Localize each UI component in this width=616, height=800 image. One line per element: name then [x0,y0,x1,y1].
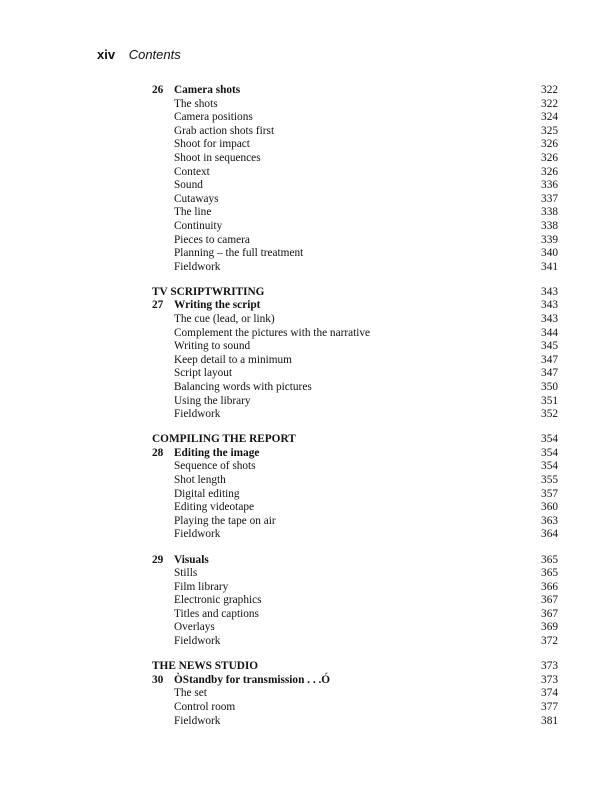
toc-page-number: 354 [541,446,558,459]
toc-title: Pieces to camera [174,233,250,246]
toc-title: Grab action shots first [174,124,275,137]
toc-part-heading [152,433,558,447]
toc-page-number: 354 [541,460,558,473]
toc-entry [152,528,558,542]
toc-entry [152,220,558,234]
toc-page-number: 338 [541,206,558,219]
toc-entry [152,98,558,112]
toc-entry [152,179,558,193]
toc-entry [152,501,558,515]
toc-page-number: 326 [541,151,558,164]
toc-title: Stills [174,567,198,580]
toc-page-number: 347 [541,353,558,366]
toc-title: Fieldwork [174,714,221,727]
toc-title: Balancing words with pictures [174,380,312,393]
toc-page-number: 369 [541,621,558,634]
chapter-number: 28 [152,446,164,459]
toc-entry [152,261,558,275]
toc-page-number: 360 [541,501,558,514]
toc-chapter [152,84,558,98]
toc-chapter [152,674,558,688]
toc-page-number: 341 [541,260,558,273]
chapter-number: 26 [152,84,164,96]
toc-page-number: 374 [541,687,558,700]
toc-entry [152,474,558,488]
toc-entry [152,515,558,529]
toc-page-number: 363 [541,514,558,527]
toc-entry [152,701,558,715]
toc-page-number: 340 [541,247,558,260]
toc-page-number: 344 [541,326,558,339]
toc-title: Fieldwork [174,635,221,648]
toc-page-number: 381 [541,714,558,727]
toc-title: Planning – the full treatment [174,247,304,260]
toc-part-heading [152,660,558,674]
toc-title: Shoot for impact [174,138,250,151]
section-gap [152,274,558,286]
toc-entry [152,125,558,139]
toc-title: The line [174,206,212,219]
toc-page-number: 338 [541,219,558,232]
toc-title: Context [174,165,210,178]
toc-page-number: 336 [541,179,558,192]
toc-page-number: 343 [541,285,558,298]
toc-title: Sound [174,179,203,192]
toc-page-number: 347 [541,367,558,380]
toc-entry [152,594,558,608]
section-gap [152,542,558,554]
toc-chapter [152,554,558,568]
toc-entry [152,367,558,381]
toc-entry [152,621,558,635]
toc-page-number: 326 [541,138,558,151]
toc-entry [152,715,558,729]
toc-entry [152,395,558,409]
toc-entry [152,111,558,125]
toc-entry [152,138,558,152]
toc-page-number: 337 [541,192,558,205]
toc-title: Titles and captions [174,607,259,620]
toc-entry [152,581,558,595]
toc-page-number: 377 [541,700,558,713]
toc-title: Control room [174,700,236,713]
toc-title: Using the library [174,394,251,407]
toc-page-number: 325 [541,124,558,137]
toc-title: Editing videotape [174,501,254,514]
toc-entry [152,687,558,701]
toc-title: Fieldwork [174,408,221,421]
toc-page-number: 364 [541,528,558,541]
toc-page-number: 345 [541,340,558,353]
toc-title: Overlays [174,621,215,634]
toc-page-number: 373 [541,660,558,673]
toc-entry [152,460,558,474]
running-title: Contents [128,47,181,62]
toc-title: Camera positions [174,111,253,124]
toc-page-number: 343 [541,313,558,325]
toc-title: Continuity [174,219,223,232]
toc-page-number: 326 [541,165,558,178]
toc-title: Shoot in sequences [174,151,261,164]
toc-page-number: 367 [541,607,558,620]
chapter-number: 30 [152,673,164,686]
toc-title: Playing the tape on air [174,514,276,527]
toc-title: Editing the image [174,446,260,459]
section-gap [152,422,558,434]
toc-entry [152,152,558,166]
toc-page-number: 339 [541,233,558,246]
section-gap [152,649,558,661]
toc-part-heading [152,286,558,300]
toc-title: Writing to sound [174,340,251,353]
toc-page-number: 372 [541,635,558,648]
toc-title: Keep detail to a minimum [174,353,292,366]
toc-page-number: 354 [541,433,558,446]
toc-page-number: 365 [541,553,558,566]
toc-title: COMPILING THE REPORT [152,433,296,446]
toc-title: Script layout [174,367,233,380]
toc-chapter [152,299,558,313]
toc-title: Shot length [174,474,226,487]
toc-page-number: 352 [541,408,558,421]
chapter-number: 29 [152,553,164,566]
toc-page-number: 355 [541,474,558,487]
toc-title: Writing the script [174,299,261,312]
toc-entry [152,340,558,354]
toc-page-number: 373 [541,673,558,686]
running-header [97,47,181,62]
toc-entry [152,608,558,622]
toc-title: TV SCRIPTWRITING [152,285,265,298]
toc-title: Cutaways [174,192,219,205]
toc-page-number: 365 [541,567,558,580]
toc-entry [152,234,558,248]
toc-title: The set [174,687,207,700]
toc-title: The cue (lead, or link) [174,313,275,325]
toc-title: Fieldwork [174,528,221,541]
toc-title: Film library [174,580,229,593]
toc-entry [152,488,558,502]
toc-entry [152,408,558,422]
toc-entry [152,193,558,207]
toc-entry [152,381,558,395]
toc-title: Fieldwork [174,260,221,273]
toc-page-number: 322 [541,97,558,110]
toc-entry [152,567,558,581]
toc-title: Electronic graphics [174,594,262,607]
toc-page-number: 324 [541,111,558,124]
toc-page-number: 367 [541,594,558,607]
toc-page-number: 357 [541,487,558,500]
toc-title: ÒStandby for transmission . . .Ó [174,673,331,686]
toc-title: Visuals [174,553,209,566]
toc-page-number: 350 [541,380,558,393]
toc-title: Camera shots [174,84,241,96]
toc-entry [152,313,558,327]
toc-title: Digital editing [174,487,240,500]
toc-page-number: 366 [541,580,558,593]
chapter-number: 27 [152,299,164,312]
toc-entry [152,247,558,261]
toc-entry [152,354,558,368]
toc-entry [152,166,558,180]
toc-title: The shots [174,97,218,110]
toc-title: Complement the pictures with the narrative [174,326,371,339]
toc-page-number: 351 [541,394,558,407]
toc-entry [152,206,558,220]
toc-chapter [152,447,558,461]
toc-title: THE NEWS STUDIO [152,660,259,673]
toc-page-number: 322 [541,84,558,96]
table-of-contents [152,84,558,728]
toc-entry [152,635,558,649]
toc-title: Sequence of shots [174,460,256,473]
page-number: xiv [97,47,116,62]
toc-page-number: 343 [541,299,558,312]
toc-entry [152,327,558,341]
